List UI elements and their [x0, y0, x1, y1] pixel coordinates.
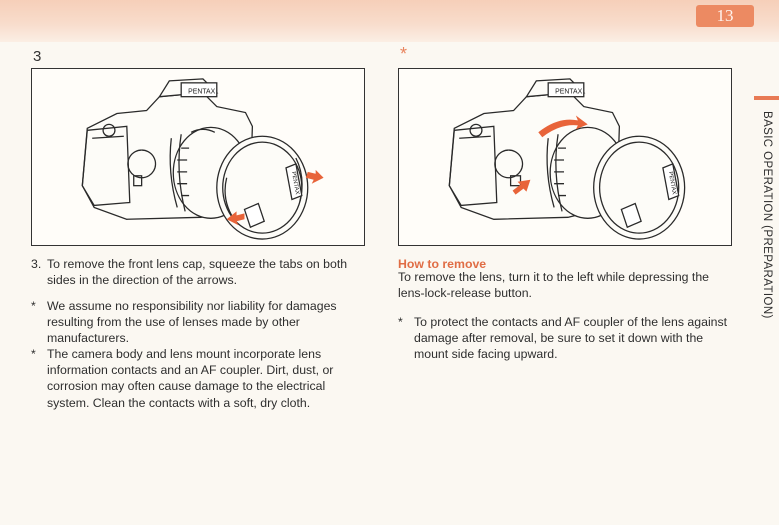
note-text: We assume no responsibility nor liability for damages resulting from the use of lenses made by other manufacturers.: [47, 299, 337, 346]
note-text: To protect the contacts and AF coupler of the lens against damage after removal, be sure to set it down with the mount side facing upward.: [414, 315, 728, 362]
section-side-label: BASIC OPERATION (PREPARATION): [761, 111, 773, 319]
side-tab-bar: [754, 96, 779, 100]
note-marker: *: [31, 299, 36, 313]
cap-brand-right: PENTAX: [666, 171, 677, 196]
header-band: [0, 0, 779, 42]
page-number: 13: [696, 5, 754, 27]
step-number: 3: [33, 48, 42, 65]
note-liability: [31, 298, 367, 347]
camera-brand-right: PENTAX: [555, 88, 583, 96]
instruction-text: To remove the front lens cap, squeeze the tabs on both sides in the direction of the arrows.: [47, 257, 348, 288]
illustration-remove-lens-cap: [31, 68, 365, 246]
cap-brand-left: PENTAX: [289, 171, 300, 196]
note-protect-contacts: [398, 314, 734, 363]
note-text: The camera body and lens mount incorporate lens information contacts and an AF coupler. Dirt, dust, or corrosion may often cause damage to the electrical system. Clean the contacts with a soft, dry cloth.: [47, 347, 334, 410]
note-contacts: [31, 346, 367, 411]
illustration-remove-lens: [398, 68, 732, 246]
instruction-marker: 3.: [31, 257, 42, 271]
instruction-step-3: [31, 256, 367, 288]
note-marker: *: [398, 315, 403, 329]
camera-brand-left: PENTAX: [188, 88, 216, 96]
note-marker: *: [31, 347, 36, 361]
remove-instruction: To remove the lens, turn it to the left while depressing the lens-lock-release button.: [398, 270, 710, 301]
asterisk-marker: *: [400, 44, 408, 64]
section-heading: How to remove: [398, 257, 487, 271]
